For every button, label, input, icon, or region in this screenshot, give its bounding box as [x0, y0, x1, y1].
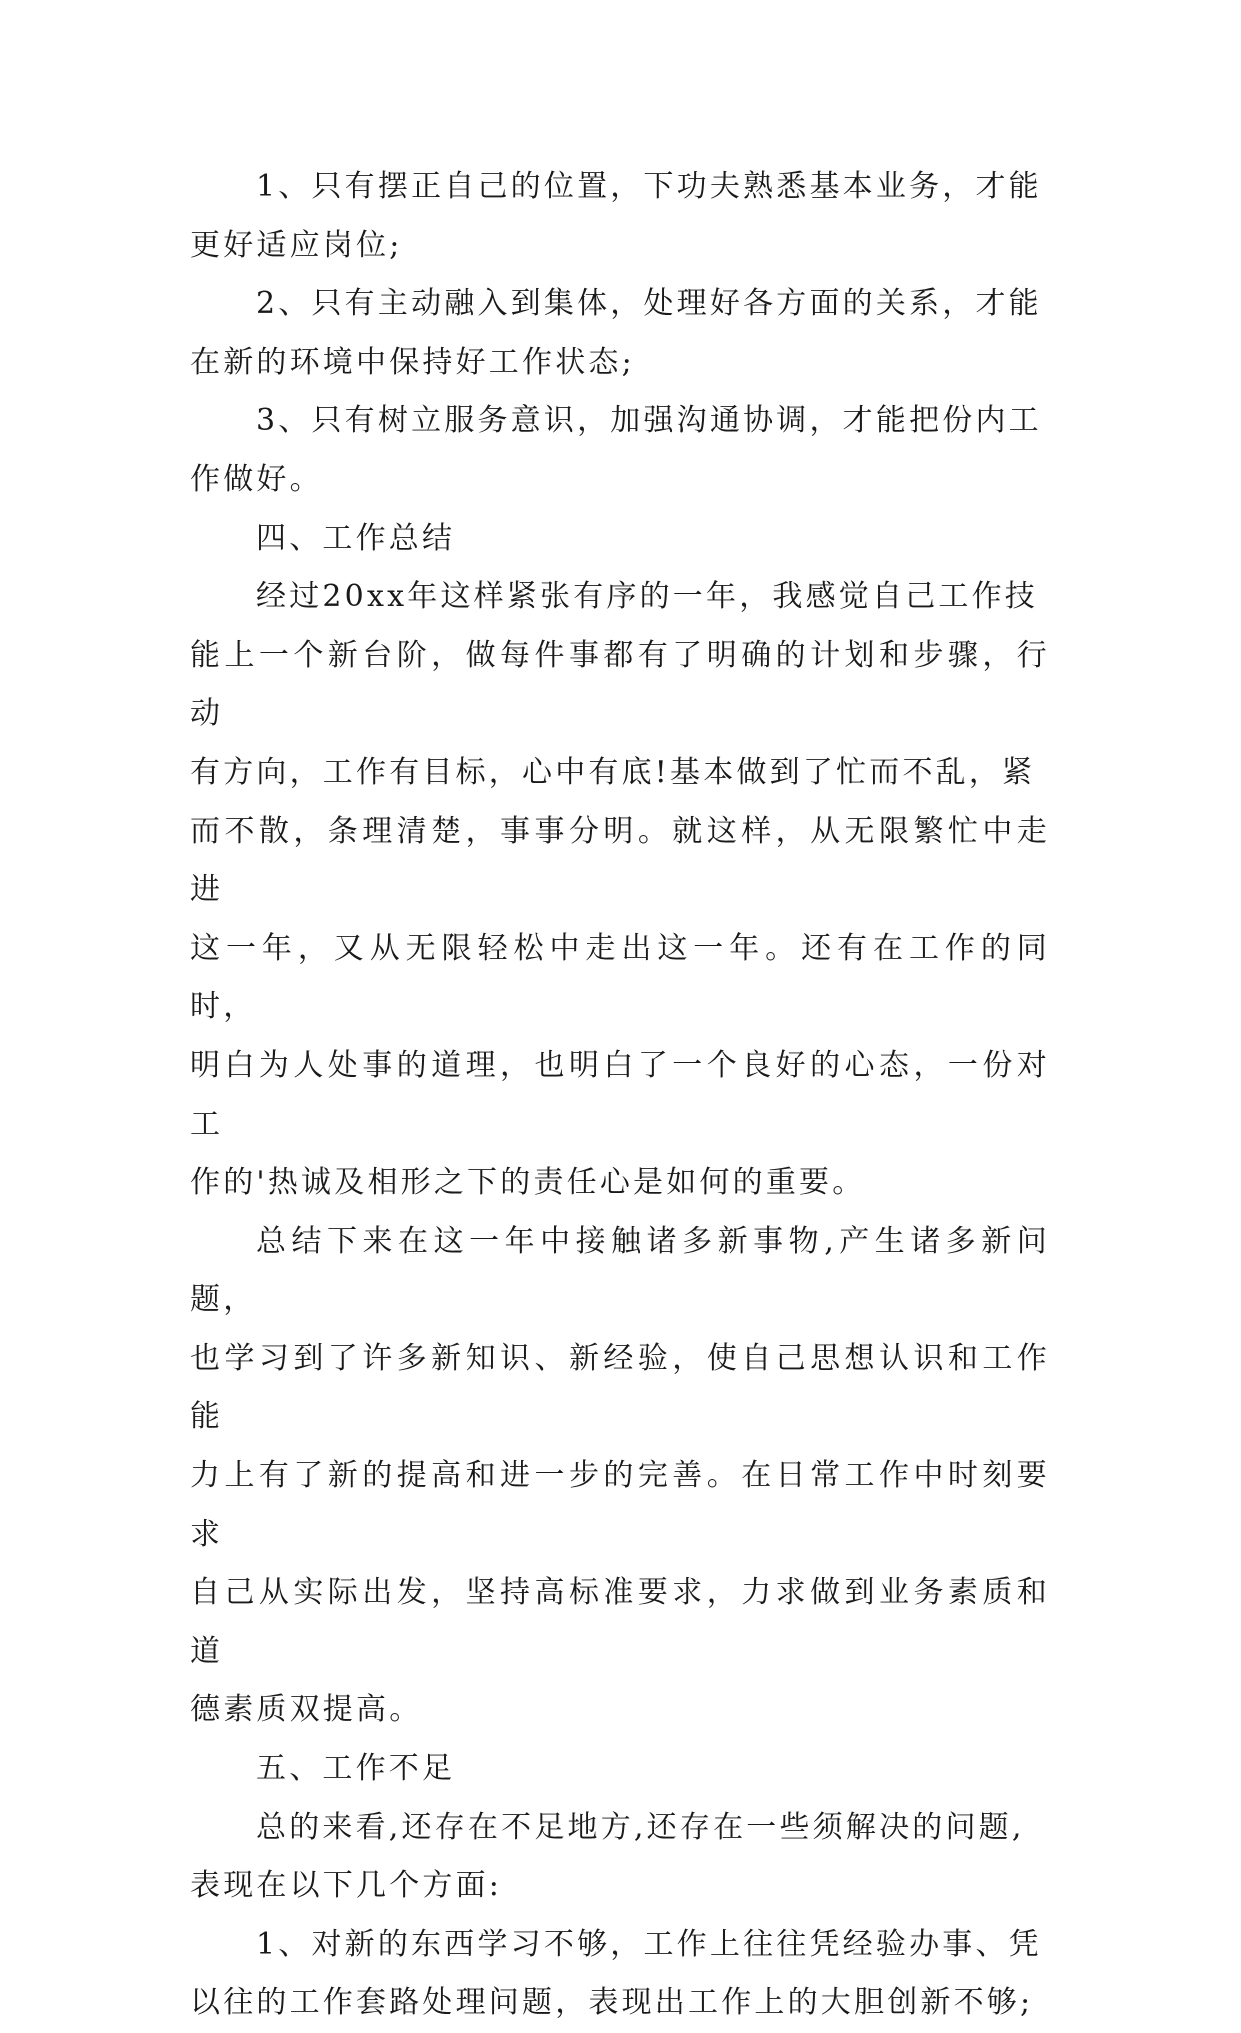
section-heading: 五、工作不足: [256, 1751, 456, 1787]
section-heading-shortcomings: [190, 1740, 1050, 1799]
paragraph-point-2: [190, 275, 1050, 392]
paragraph-line: 表现在以下几个方面:: [190, 1868, 503, 1904]
section-heading: 四、工作总结: [256, 520, 456, 556]
paragraph-line: 1、只有摆正自己的位置，下功夫熟悉基本业务，才能: [256, 169, 1042, 204]
section-heading-summary: [190, 510, 1050, 569]
paragraph-line: 1、对新的东西学习不够，工作上往往凭经验办事、凭: [256, 1926, 1042, 1962]
paragraph-shortcomings-intro: [190, 1799, 1050, 1916]
paragraph-line: 能上一个新台阶，做每件事都有了明确的计划和步骤，行动: [190, 637, 1050, 732]
paragraph-line: 2、只有主动融入到集体，处理好各方面的关系，才能: [256, 286, 1042, 322]
paragraph-line: 经过20xx年这样紧张有序的一年，我感觉自己工作技: [256, 579, 1039, 615]
paragraph-line: 力上有了新的提高和进一步的完善。在日常工作中时刻要求: [190, 1458, 1050, 1552]
paragraph-line: 总的来看,还存在不足地方,还存在一些须解决的问题,: [256, 1809, 1025, 1845]
paragraph-line: 这一年，又从无限轻松中走出这一年。还有在工作的同时，: [190, 930, 1050, 1025]
paragraph-line: 作的'热诚及相形之下的责任心是如何的重要。: [190, 1165, 866, 1201]
paragraph-line: 德素质双提高。: [190, 1692, 423, 1728]
paragraph-line: 在新的环境中保持好工作状态;: [190, 344, 635, 380]
paragraph-line: 以往的工作套路处理问题，表现出工作上的大胆创新不够;: [190, 1985, 1034, 2021]
document-page: [190, 158, 1050, 2033]
paragraph-summary-conclusion: [190, 1213, 1050, 1740]
paragraph-point-3: [190, 392, 1050, 509]
paragraph-line: 而不散，条理清楚，事事分明。就这样，从无限繁忙中走进: [190, 813, 1050, 908]
paragraph-line: 总结下来在这一年中接触诸多新事物,产生诸多新问题，: [190, 1223, 1050, 1318]
paragraph-line: 明白为人处事的道理，也明白了一个良好的心态，一份对工: [190, 1047, 1050, 1142]
paragraph-line: 有方向，工作有目标，心中有底!基本做到了忙而不乱，紧: [190, 754, 1036, 790]
paragraph-point-1: [190, 158, 1050, 275]
paragraph-line: 3、只有树立服务意识，加强沟通协调，才能把份内工: [256, 403, 1042, 439]
paragraph-summary-body: [190, 568, 1050, 1213]
paragraph-line: 更好适应岗位;: [190, 227, 403, 263]
paragraph-line: 自己从实际出发，坚持高标准要求，力求做到业务素质和道: [190, 1575, 1050, 1669]
paragraph-line: 作做好。: [190, 461, 323, 497]
paragraph-shortcoming-1: [190, 1916, 1050, 2033]
paragraph-line: 也学习到了许多新知识、新经验，使自己思想认识和工作能: [190, 1340, 1050, 1435]
